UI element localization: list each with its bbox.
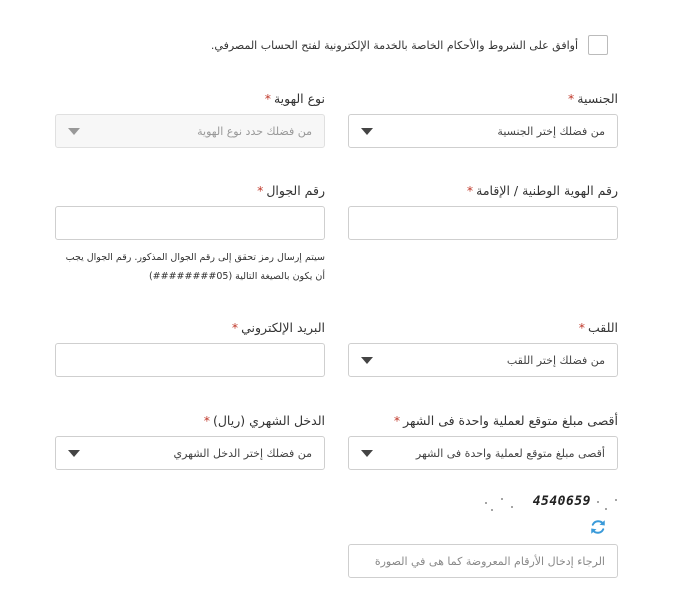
nationality-label: الجنسية* <box>568 91 618 106</box>
required-mark: * <box>466 183 474 198</box>
max-amount-label: أقصى مبلغ متوقع لعملية واحدة فى الشهر* <box>393 413 618 428</box>
captcha-noise <box>501 498 503 500</box>
nationality-select-value: من فضلك إختر الجنسية <box>497 124 605 138</box>
captcha-placeholder: الرجاء إدخال الأرقام المعروضة كما هى في الصورة <box>374 554 605 568</box>
terms-label: أوافق على الشروط والأحكام الخاصة بالخدمة الإلكترونية لفتح الحساب المصرفي. <box>210 38 578 52</box>
monthly-income-select-value: من فضلك إختر الدخل الشهري <box>173 446 312 460</box>
title-field <box>348 320 618 377</box>
captcha-noise <box>491 509 493 511</box>
id-type-label: نوع الهوية* <box>264 91 325 106</box>
dropdown-arrow-icon <box>361 450 373 457</box>
email-input[interactable] <box>55 343 325 377</box>
captcha-noise <box>597 501 599 503</box>
dropdown-arrow-icon <box>361 357 373 364</box>
dropdown-arrow-icon <box>68 450 80 457</box>
monthly-income-label: الدخل الشهري (ريال)* <box>203 413 325 428</box>
captcha-noise <box>511 506 513 508</box>
captcha-input[interactable] <box>348 544 618 578</box>
mobile-label: رقم الجوال* <box>257 183 325 198</box>
required-mark: * <box>393 413 401 428</box>
title-select-value: من فضلك إختر اللقب <box>506 353 605 367</box>
captcha-image <box>481 494 621 516</box>
title-select[interactable] <box>348 343 618 377</box>
nationality-field <box>348 91 618 148</box>
refresh-icon[interactable] <box>589 518 607 536</box>
email-field <box>55 320 325 377</box>
max-amount-field <box>348 413 618 470</box>
required-mark: * <box>231 320 239 335</box>
monthly-income-select[interactable] <box>55 436 325 470</box>
mobile-field <box>55 183 325 286</box>
title-label: اللقب* <box>578 320 618 335</box>
terms-checkbox[interactable] <box>588 35 608 55</box>
required-mark: * <box>203 413 210 428</box>
max-amount-select-value: أقصى مبلغ متوقع لعملية واحدة فى الشهر <box>415 446 605 460</box>
mobile-input[interactable] <box>55 206 325 240</box>
monthly-income-field <box>55 413 325 470</box>
captcha-code: 4540659 <box>532 494 591 509</box>
captcha-noise <box>605 508 607 510</box>
nationality-select[interactable] <box>348 114 618 148</box>
required-mark: * <box>578 320 585 335</box>
id-type-select-value: من فضلك حدد نوع الهوية <box>197 124 312 138</box>
required-mark: * <box>264 91 271 106</box>
id-type-field <box>55 91 325 148</box>
dropdown-arrow-icon <box>68 128 80 135</box>
id-type-select[interactable] <box>55 114 325 148</box>
max-amount-select[interactable] <box>348 436 618 470</box>
captcha-noise <box>485 502 487 504</box>
required-mark: * <box>257 183 264 198</box>
captcha-noise <box>615 499 617 501</box>
mobile-help-text: سيتم إرسال رمز تحقق إلى رقم الجوال المذكور. رقم الجوال يجب أن يكون بالصيغة التالية (05########) <box>65 252 325 282</box>
national-id-label: رقم الهوية الوطنية / الإقامة* <box>466 183 618 198</box>
national-id-input[interactable] <box>348 206 618 240</box>
email-label: البريد الإلكتروني* <box>231 320 325 335</box>
national-id-field <box>348 183 618 240</box>
terms-agreement <box>211 35 608 55</box>
dropdown-arrow-icon <box>361 128 373 135</box>
required-mark: * <box>568 91 575 106</box>
